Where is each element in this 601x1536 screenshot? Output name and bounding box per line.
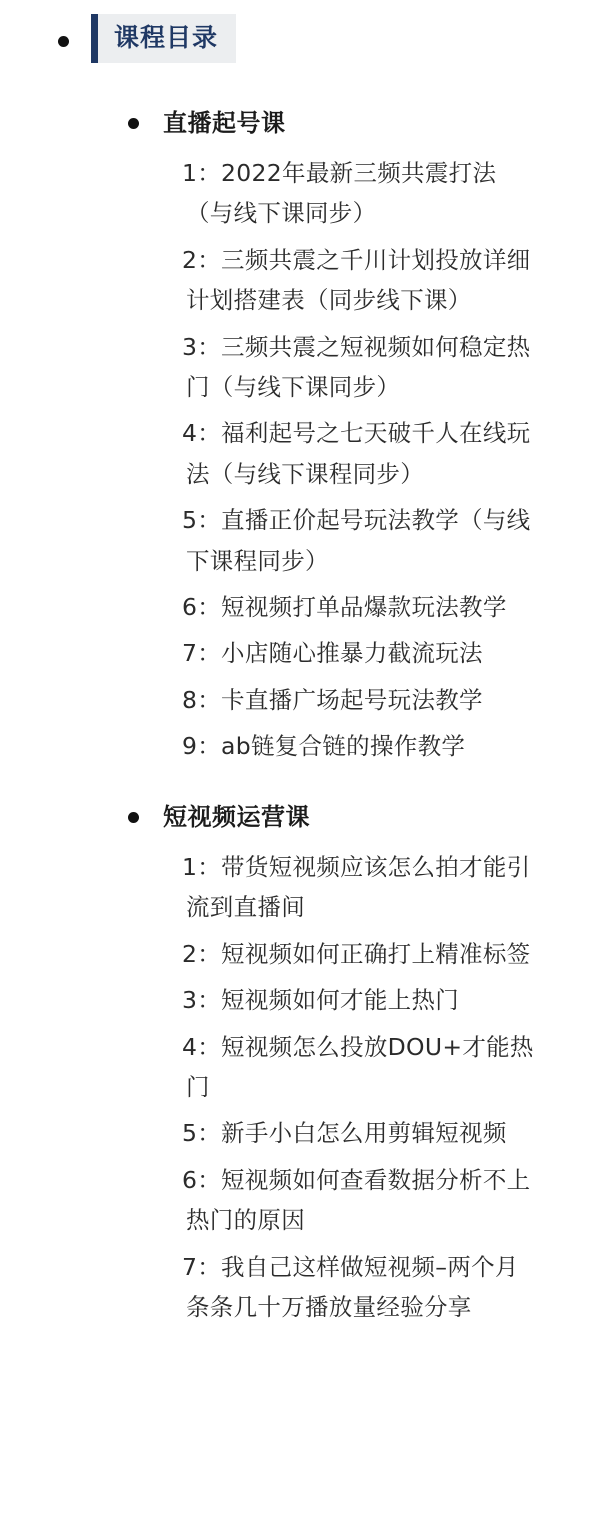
lesson-list-2 xyxy=(18,847,583,1327)
list-item: 3：短视频如何才能上热门 xyxy=(182,986,460,1015)
list-item: 1：带货短视频应该怎么拍才能引流到直播间 xyxy=(182,852,531,922)
list-item: 2：三频共震之千川计划投放详细计划搭建表（同步线下课） xyxy=(182,245,531,315)
section-title-1: 直播起号课 xyxy=(163,108,286,137)
course-section-1 xyxy=(18,107,583,767)
list-item: 5：直播正价起号玩法教学（与线下课程同步） xyxy=(182,506,531,575)
list-item: 9：ab链复合链的操作教学 xyxy=(182,732,466,761)
list-item: 5：新手小白怎么用剪辑短视频 xyxy=(182,1119,507,1148)
section-title-2: 短视频运营课 xyxy=(163,802,310,831)
list-item: 7：我自己这样做短视频–两个月条条几十万播放量经验分享 xyxy=(182,1252,519,1322)
catalog-title-chip xyxy=(91,14,236,63)
list-item: 8：卡直播广场起号玩法教学 xyxy=(182,685,483,714)
list-item: 1：2022年最新三频共震打法（与线下课同步） xyxy=(182,158,497,228)
catalog-title-row xyxy=(58,14,583,63)
list-item: 4：短视频怎么投放DOU+才能热门 xyxy=(182,1032,534,1101)
list-item: 4：福利起号之七天破千人在线玩法（与线下课程同步） xyxy=(182,419,531,488)
list-item: 6：短视频打单品爆款玩法教学 xyxy=(182,592,507,621)
list-item: 3：三频共震之短视频如何稳定热门（与线下课同步） xyxy=(182,332,531,401)
page-title: 课程目录 xyxy=(114,23,219,52)
section-header-2 xyxy=(128,801,583,833)
list-item: 2：短视频如何正确打上精准标签 xyxy=(182,939,531,968)
bullet-icon xyxy=(128,118,139,129)
bullet-icon xyxy=(58,36,69,47)
lesson-list-1 xyxy=(18,153,583,767)
section-header-1 xyxy=(128,107,583,139)
list-item: 7：小店随心推暴力截流玩法 xyxy=(182,639,483,668)
list-item: 6：短视频如何查看数据分析不上热门的原因 xyxy=(182,1165,531,1235)
course-section-2 xyxy=(18,801,583,1328)
bullet-icon xyxy=(128,812,139,823)
